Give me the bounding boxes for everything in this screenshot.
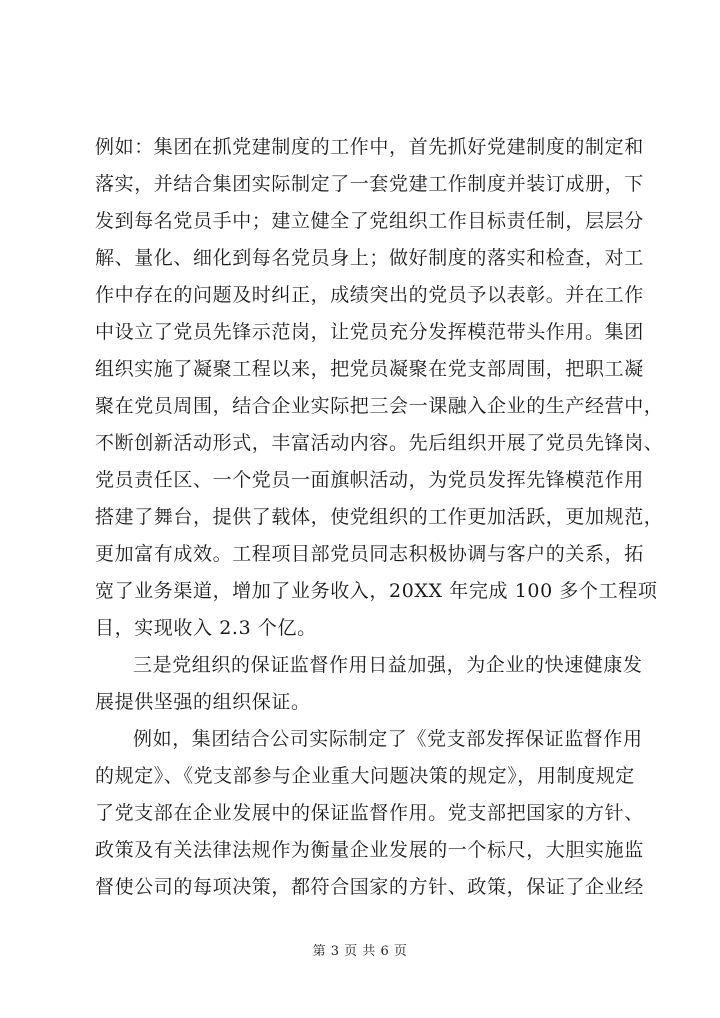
text-line: 落实，并结合集团实际制定了一套党建工作制度并装订成册，下	[95, 173, 644, 195]
text-line: 更加富有成效。工程项目部党员同志积极协调与客户的关系，拓	[95, 543, 644, 565]
text-line: 组织实施了凝聚工程以来，把党员凝聚在党支部周围，把职工凝	[95, 358, 644, 380]
text-line: 例如：集团在抓党建制度的工作中，首先抓好党建制度的制定和	[95, 136, 644, 158]
text-line: 解、量化、细化到每名党员身上；做好制度的落实和检查，对工	[95, 247, 644, 269]
text-line: 目，实现收入 2.3 个亿。	[95, 617, 317, 639]
text-line: 聚在党员周围，结合企业实际把三会一课融入企业的生产经营中，	[95, 395, 664, 417]
text-line: 宽了业务渠道，增加了业务收入，20XX 年完成 100 多个工程项	[95, 580, 658, 602]
text-line: 的规定》、《党支部参与企业重大问题决策的规定》，用制度规定	[95, 765, 635, 787]
paragraph-start-line: 三是党组织的保证监督作用日益加强，为企业的快速健康发	[133, 654, 643, 676]
text-line: 政策及有关法律法规作为衡量企业发展的一个标尺，大胆实施监	[95, 839, 644, 861]
text-line: 作中存在的问题及时纠正，成绩突出的党员予以表彰。并在工作	[95, 284, 644, 306]
text-line: 发到每名党员手中；建立健全了党组织工作目标责任制，层层分	[95, 210, 644, 232]
page-number: 第 3 页 共 6 页	[312, 944, 408, 959]
paragraph-start-line: 例如，集团结合公司实际制定了《党支部发挥保证监督作用	[133, 728, 643, 750]
text-line: 督使公司的每项决策，都符合国家的方针、政策，保证了企业经	[95, 876, 644, 898]
text-line: 展提供坚强的组织保证。	[95, 691, 311, 713]
text-line: 了党支部在企业发展中的保证监督作用。党支部把国家的方针、	[95, 802, 644, 824]
text-line: 党员责任区、一个党员一面旗帜活动，为党员发挥先锋模范作用	[95, 469, 644, 491]
text-line: 不断创新活动形式，丰富活动内容。先后组织开展了党员先锋岗、	[95, 432, 664, 454]
text-line: 搭建了舞台，提供了载体，使党组织的工作更加活跃，更加规范，	[95, 506, 664, 528]
text-line: 中设立了党员先锋示范岗，让党员充分发挥模范带头作用。集团	[95, 321, 644, 343]
